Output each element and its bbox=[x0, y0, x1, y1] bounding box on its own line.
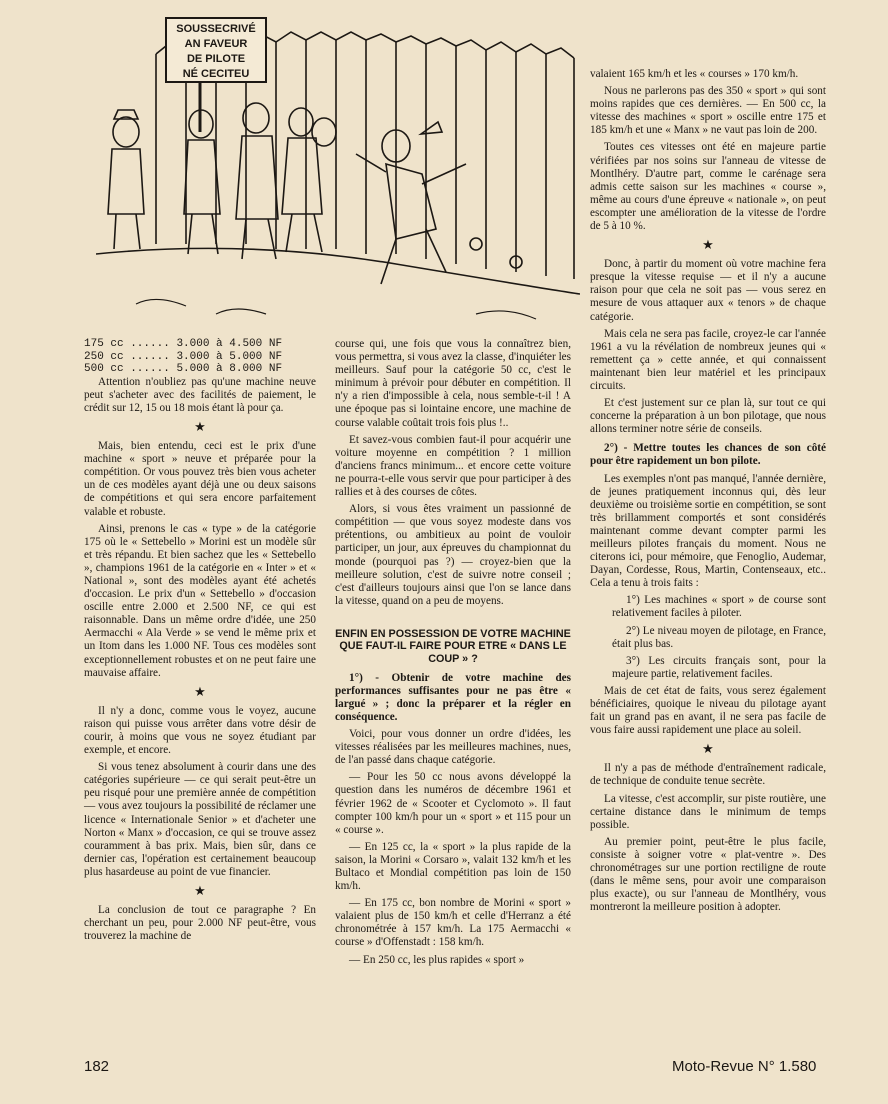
subheading: 2°) - Mettre toutes les chances de son côté pour être rapidement un bon pilote. bbox=[590, 442, 826, 468]
paragraph: Il n'y a pas de méthode d'entraînement radicale, de technique de conduite tenue secrète. bbox=[590, 762, 826, 788]
price-cc: 500 cc ...... bbox=[84, 363, 170, 376]
star-separator-icon: ★ bbox=[702, 237, 714, 253]
paragraph: Et savez-vous combien faut-il pour acquérir une voiture moyenne en compétition ? 1 million d'anciens francs minimum... et encore cette voiture ne pourra-t-elle vous servir que pour participer à des rallies et à des courses de côtes. bbox=[335, 433, 571, 499]
star-separator-icon: ★ bbox=[194, 419, 206, 435]
paragraph: Voici, pour vous donner un ordre d'idées, les vitesses réalisées par les meilleures machines, nues, de l'an passé dans chaque catégorie. bbox=[335, 728, 571, 767]
paragraph: Mais, bien entendu, ceci est le prix d'une machine « sport » neuve et préparée pour la compétition. Or vous pouvez très bien vous acheter un de ces modèles ayant déjà une ou deux saisons de compétitions et qui sera encore parfaitement valable et robuste. bbox=[84, 440, 316, 518]
paragraph: Il n'y a donc, comme vous le voyez, aucune raison qui puisse vous arrêter dans votre désir de courir, à moins que vous ne soyez étudiant par exemple, et encore. bbox=[84, 704, 316, 757]
paragraph: Toutes ces vitesses ont été en majeure partie vérifiées par nos soins sur l'anneau de vitesse de Montlhéry. D'autre part, comme le carénage sera admis cette saison sur les machines « course », même au cours d'une épreuve « nationale », on peut escompter une amélioration de la vitesse de l'ordre de 5 à 10 %. bbox=[590, 141, 826, 233]
sign-line-4: NÉ CECITEU bbox=[182, 68, 250, 80]
paragraph: Donc, à partir du moment où votre machine fera presque la vitesse requise — et il n'y a aucune raison pour que cela ne soit pas — vous serez en mesure de vous attaquer aux « tenors » de chaque catégorie. bbox=[590, 258, 826, 323]
sign-line-1: SOUSSECRIVÉ bbox=[176, 23, 256, 35]
paragraph: Et c'est justement sur ce plan là, sur tout ce qui concerne la préparation à un bon pilotage, que nous allons terminer notre série de conseils. bbox=[590, 397, 826, 436]
price-row bbox=[84, 338, 316, 351]
paragraph: La conclusion de tout ce paragraphe ? En cherchant un peu, pour 2.000 NF peut-être, vous trouverez la machine de bbox=[84, 903, 316, 943]
paragraph: Les exemples n'ont pas manqué, l'année dernière, de jeunes pratiquement inconnus qui, dès leur deuxième ou troisième sortie en compétition, se sont très brillamment comportés et sont considérés maintenant comme devant compter parmi les meilleurs pilotes français du moment. Nous ne citerons ici, pour mémoire, que Fenoglio, Audemar, Dayan, Cordesse, Rous, Martin, Contenseaux, etc.. Cela a tenu à trois faits : bbox=[590, 472, 826, 590]
paragraph: valaient 165 km/h et les « courses » 170 km/h. bbox=[590, 68, 799, 80]
paragraph: Nous ne parlerons pas des 350 « sport » qui sont moins rapides que ces dernières. — En 500 cc, la vitesse des machines « sport » oscille entre 175 et 185 km/h et une « Manx » ne vaut pas loin de 200. bbox=[590, 85, 826, 137]
paragraph: — En 250 cc, les plus rapides « sport » bbox=[349, 953, 525, 966]
list-item: 2°) Le niveau moyen de pilotage, en France, était plus bas. bbox=[612, 624, 826, 650]
star-separator-icon: ★ bbox=[194, 882, 206, 898]
subheading: 1°) - Obtenir de votre machine des performances suffisantes pour ne pas être « largué » ; donc la préparer et la régler en conséquence. bbox=[335, 671, 571, 723]
star-separator-icon: ★ bbox=[702, 741, 714, 757]
sign-line-3: DE PILOTE bbox=[186, 53, 246, 65]
column-3 bbox=[590, 68, 826, 918]
price-range: 5.000 à 8.000 NF bbox=[176, 363, 283, 376]
paragraph: Attention n'oubliez pas qu'une machine neuve peut s'acheter avec des facilités de paiement, le crédit sur 12, 15 ou 18 mois étant là pour ça. bbox=[84, 375, 316, 414]
paragraph: Si vous tenez absolument à courir dans une des catégories supérieure — ce qui serait peut-être un peu risqué pour une première année de compétition — vous avez toujours la possibilité de réclamer une licence « Internationale Senior » et d'acheter une Norton « Manx » d'occasion, ce qui se trouve assez couramment à bas prix. Mais, bien sûr, dans ce dernier cas, l'opération est certainement beaucoup plus hasardeuse au point de vue financier. bbox=[84, 761, 316, 878]
column-1 bbox=[84, 338, 316, 947]
price-row bbox=[84, 351, 316, 364]
list-item: 1°) Les machines « sport » de course sont relativement faciles à piloter. bbox=[612, 594, 826, 620]
column-2 bbox=[335, 338, 571, 971]
spacer bbox=[335, 612, 571, 626]
section-heading: ENFIN EN POSSESSION DE VOTRE MACHINE QUE FAUT-IL FAIRE POUR ETRE « DANS LE COUP » ? bbox=[335, 627, 571, 666]
paragraph: Mais cela ne sera pas facile, croyez-le car l'année 1961 a vu la révélation de nombreux jeunes qui « remettent ça » cette année, et qui connaissent maintenant bien leur matériel et les principaux circuits. bbox=[590, 327, 826, 392]
price-row bbox=[84, 363, 316, 376]
cartoon-illustration bbox=[96, 14, 580, 334]
paragraph: — Pour les 50 cc nous avons développé la question dans les numéros de décembre 1961 et février 1962 de « Scooter et Cyclomoto ». Il faut compter 100 km/h pour un « sport » et 115 pour un « course ». bbox=[335, 771, 571, 836]
price-cc: 250 cc ...... bbox=[84, 350, 170, 363]
paragraph: course qui, une fois que vous la connaîtrez bien, vous permettra, si vous avez la classe, d'inquiéter les meilleurs. Sauf pour la catégorie 50 cc, c'est le minimum à prévoir pour débuter en compétition. Il n'y a rien d'impossible à cela, nous semble-t-il ! A une époque pas si lointaine encore, une machine de course valable coûtait trois fois plus !.. bbox=[335, 338, 571, 429]
price-range: 3.000 à 4.500 NF bbox=[176, 338, 283, 350]
paragraph: La vitesse, c'est accomplir, sur piste routière, une certaine distance dans le minimum de temps possible. bbox=[590, 792, 826, 831]
sign-line-2: AN FAVEUR bbox=[184, 38, 248, 50]
paragraph: — En 175 cc, bon nombre de Morini « sport » valaient plus de 150 km/h et celle d'Herranz a été chronométrée à 157 km/h. La 175 Aermacchi « course » d'Offenstadt : 158 km/h. bbox=[335, 897, 571, 949]
magazine-issue: Moto-Revue N° 1.580 bbox=[672, 1058, 817, 1075]
paragraph: Mais de cet état de faits, vous serez également bénéficiaires, quoique le niveau du pilotage ayant fait un grand pas en avant, il ne sera pas facile de vous faire aussi rapidement une place au soleil. bbox=[590, 684, 826, 737]
page-number: 182 bbox=[84, 1058, 110, 1075]
paragraph: — En 125 cc, la « sport » la plus rapide de la saison, la Morini « Corsaro », valait 132 km/h et les Bultaco et Mondial compétition pas loin de 150 km/h. bbox=[335, 840, 571, 893]
star-separator-icon: ★ bbox=[194, 683, 206, 699]
paragraph: Alors, si vous êtes vraiment un passionné de compétition — que vous soyez modeste dans vos prétentions, ou ambitieux au point de vouloir participer, un jour, aux épreuves du championnat du monde (pourquoi pas ?) — croyez-bien que la meilleure solution, c'est de suivre notre conseil ; c'est d'ailleurs toujours ainsi que l'on se lance dans la vitesse, quand on a peu de moyens. bbox=[335, 503, 571, 607]
price-range: 3.000 à 5.000 NF bbox=[176, 350, 283, 363]
list-item: 3°) Les circuits français sont, pour la majeure partie, relativement faciles. bbox=[612, 654, 826, 680]
paragraph: Au premier point, peut-être le plus facile, consiste à soigner votre « plat-ventre ». Des chronométrages sur une portion rectiligne de route (dans le même sens, pour avoir une comparaison plus exacte), ou sur l'anneau de Montlhéry, vous montreront la meilleure position à adopter. bbox=[590, 835, 826, 914]
price-cc: 175 cc ...... bbox=[84, 338, 170, 350]
paragraph: Ainsi, prenons le cas « type » de la catégorie 175 où le « Settebello » Morini est un modèle sûr et très répandu. Et bien sachez que les « Settebello », champions 1961 de la catégorie en « Inter » et « National », sont des modèles ayant été achetés d'occasion. Le prix d'un « Settebello » d'occasion oscille entre 2.000 et 2.500 NF, ce qui est raisonnable. Dans un même ordre d'idée, une 250 Aermacchi « Ala Verde » se vend le même prix et un Itom dans les 1.000 NF. Tous ces modèles sont exceptionnellement robustes et on ne peut faire une mauvaise affaire. bbox=[84, 522, 316, 679]
